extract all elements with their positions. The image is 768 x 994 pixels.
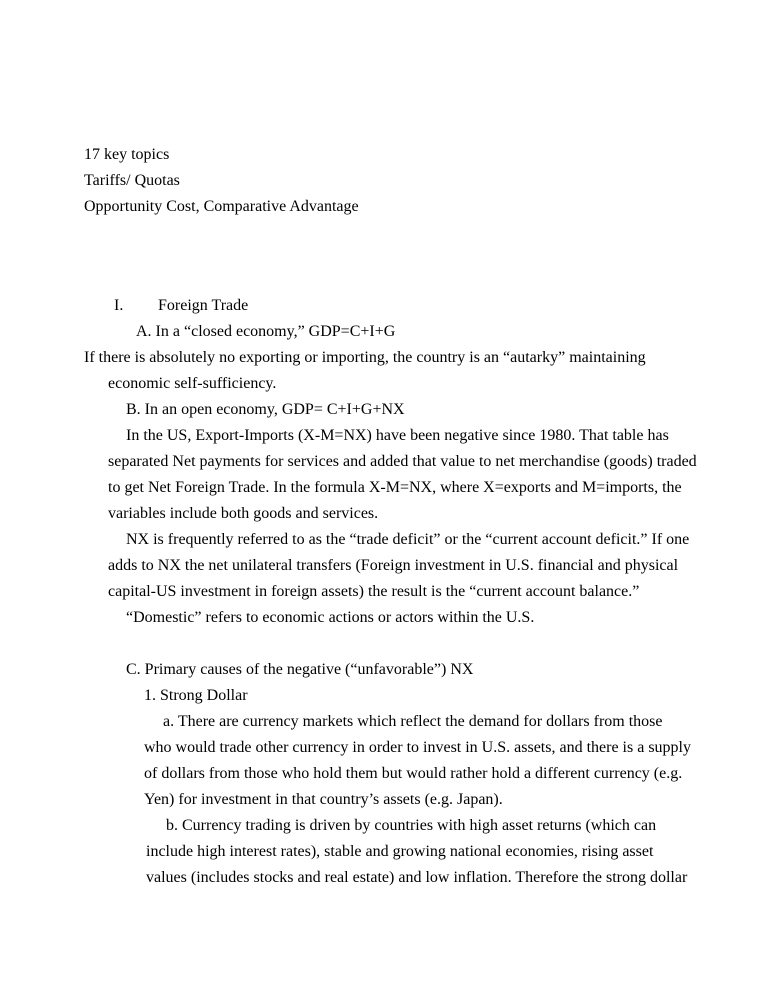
paragraph-line: of dollars from those who hold them but would rather hold a different currency (e.g. [144,765,683,782]
paragraph-line: If there is absolutely no exporting or importing, the country is an “autarky” maintaining [84,349,646,366]
paragraph-line: separated Net payments for services and added that value to net merchandise (goods) traded [108,453,697,470]
note-line: 17 key topics [84,146,170,163]
paragraph-line: economic self-sufficiency. [108,375,277,392]
paragraph-line: include high interest rates), stable and growing national economies, rising asset [146,843,654,860]
paragraph-line: In the US, Export-Imports (X-M=NX) have been negative since 1980. That table has [126,427,669,444]
paragraph-line: b. Currency trading is driven by countries with high asset returns (which can [166,817,657,834]
paragraph-line: variables include both goods and services. [108,505,379,522]
subitem-heading: 1. Strong Dollar [144,687,248,704]
note-line: Tariffs/ Quotas [84,172,180,189]
paragraph-line: values (includes stocks and real estate) and low inflation. Therefore the strong dollar [146,869,688,886]
paragraph-line: “Domestic” refers to economic actions or actors within the U.S. [126,609,535,626]
paragraph-line: Yen) for investment in that country’s assets (e.g. Japan). [144,791,503,808]
paragraph-line: a. There are currency markets which reflect the demand for dollars from those [163,713,663,730]
paragraph-line: adds to NX the net unilateral transfers (Foreign investment in U.S. financial and physical [108,557,679,574]
paragraph-line: who would trade other currency in order to invest in U.S. assets, and there is a supply [144,739,691,756]
item-a-heading: A. In a “closed economy,” GDP=C+I+G [136,323,396,340]
section-title: Foreign Trade [158,297,249,314]
paragraph-line: to get Net Foreign Trade. In the formula X-M=NX, where X=exports and M=imports, the [108,479,682,496]
paragraph-line: NX is frequently referred to as the “trade deficit” or the “current account deficit.” If one [126,531,690,548]
note-line: Opportunity Cost, Comparative Advantage [84,198,359,215]
item-c-heading: C. Primary causes of the negative (“unfavorable”) NX [126,661,474,678]
section-numeral: I. [114,297,124,314]
paragraph-line: capital-US investment in foreign assets) the result is the “current account balance.” [108,583,640,600]
item-b-heading: B. In an open economy, GDP= C+I+G+NX [126,401,405,418]
